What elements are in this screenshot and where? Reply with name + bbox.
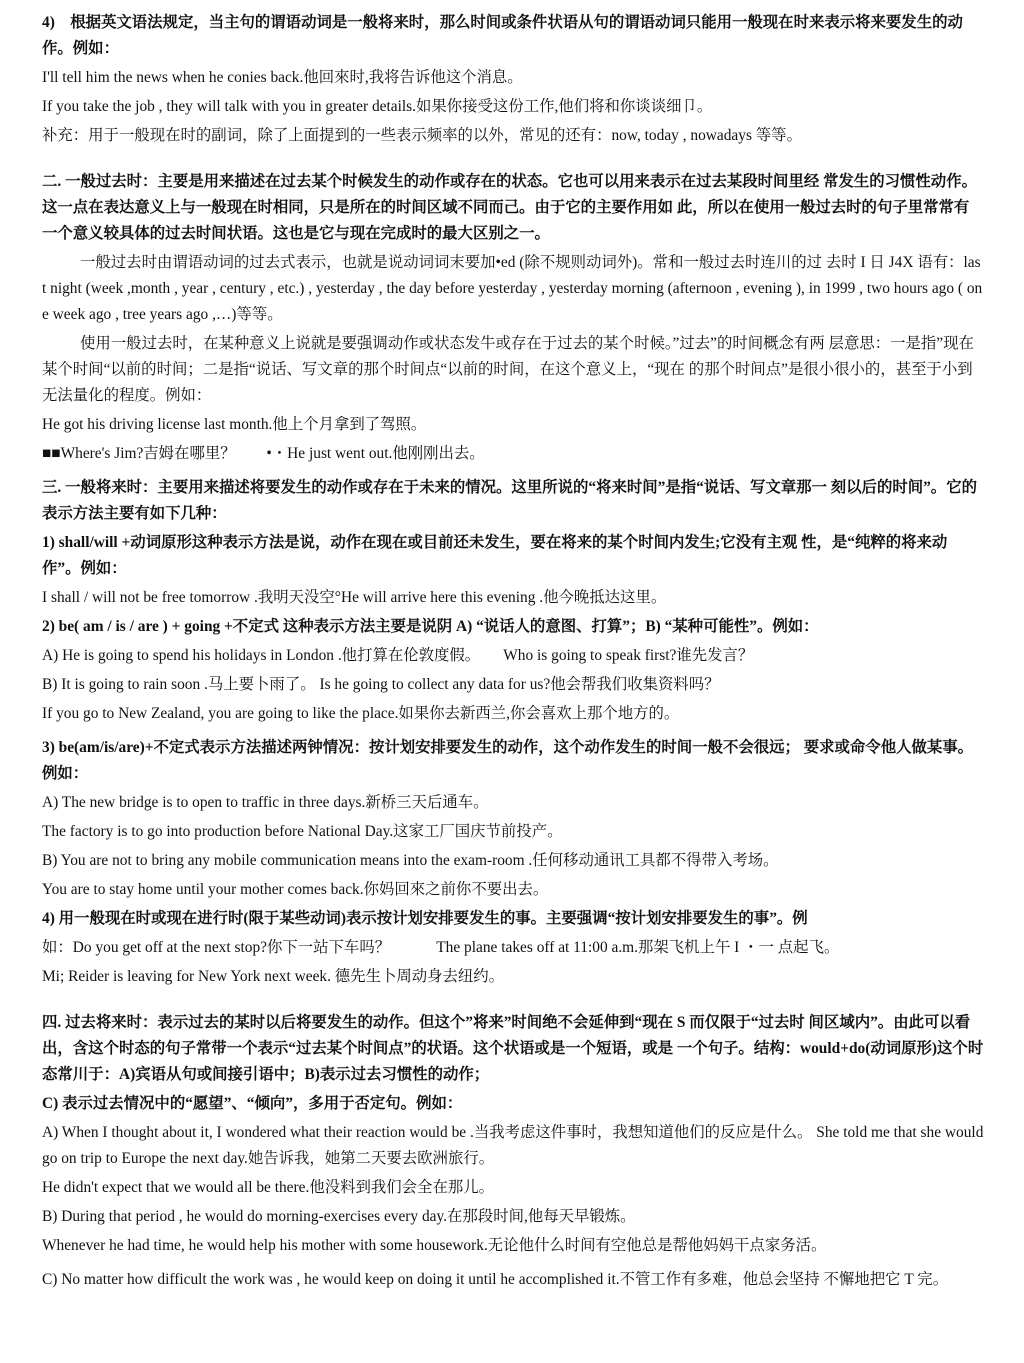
paragraph-l15: B) It is going to rain soon .马上要卜雨了。 Is he going to collect any data for us?他会帮我们收集资料吗？ <box>42 676 720 693</box>
paragraph-l17: 3) be(am/is/are)+不定式表示方法描述两钟情况：按计划安排要发生的动作，这个动作发生的时间一般不会很远； 要求或命令他人做某事。例如： <box>42 739 974 782</box>
paragraph-l04: 补充：用于一般现在时的副词，除了上面提到的一些表示频率的以外，常见的还有：now, today , nowadays 等等。 <box>42 127 802 144</box>
paragraph-l26: C) 表示过去情况中的“愿望”、“倾向”，多用于否定句。例如： <box>42 1095 463 1112</box>
paragraph-l08: He got his driving license last month.他上个月拿到了驾照。 <box>42 416 427 433</box>
paragraph-l11: 1) shall/will +动词原形这种表示方法是说，动作在现在或目前还未发生，要在将来的某个时间内发生;它没有主观 性，是“纯粹的将来动作”。例如： <box>42 534 948 577</box>
paragraph-l02: I'll tell him the news when he conies back.他回來时,我将告诉他这个消息。 <box>42 69 523 86</box>
paragraph-l25: 四. 过去将来时：表示过去的某时以后将要发生的动作。但这个”将来”时间绝不会延伸到“现在 S 而仅限于“过去时 间区域内”。由此可以看出，含这个时态的句子常带一个表示“过去某个时间点”的状语。这个状语或是一个短语，或是 一个句子。结构：would+do(动词原形)这个时态常川于：A)宾语从句或间接引语中；B)表示过去习惯性的动作； <box>42 1014 984 1083</box>
paragraph-l28: He didn't expect that we would all be there.他没料到我们会全在那儿。 <box>42 1179 495 1196</box>
paragraph-l19: The factory is to go into production before National Day.这家工厂国庆节前投产。 <box>42 823 563 840</box>
document-page <box>42 10 984 1296</box>
paragraph-l21: You are to stay home until your mother comes back.你妈回來之前你不要出去。 <box>42 881 549 898</box>
paragraph-l03: If you take the job , they will talk with you in greater details.如果你接受这份工作,他们将和你谈谈细卩。 <box>42 98 713 115</box>
paragraph-l09: ■■Where's Jim?吉姆在哪里？ •・He just went out.他刚刚出去。 <box>42 445 485 462</box>
paragraph-l24: Mi; Reider is leaving for New York next week. 德先生卜周动身去纽约。 <box>42 968 505 985</box>
paragraph-l07: 使用一般过去时，在某种意义上说就是要强调动作或状态发牛或存在于过去的某个时候。”过去”的时间概念有两 层意思：一是指”现在某个时间“以前的时间；二是指“说话、写文章的那个时间点“以前的时间，在这个意义上，“现在 的那个时间点”是很小很小的，甚至于小到无法量化的程度。例如： <box>42 335 974 404</box>
paragraph-l14: A) He is going to spend his holidays in London .他打算在伦敦度假。 Who is going to speak first?谁先发言？ <box>42 647 754 664</box>
paragraph-l20: B) You are not to bring any mobile communication means into the exam-room .任何移动通讯工具都不得带入考场。 <box>42 852 779 869</box>
paragraph-l29: B) During that period , he would do morning-exercises every day.在那段时间,他每天早锻炼。 <box>42 1208 636 1225</box>
paragraph-l01: 4) 根据英文语法规定，当主句的谓语动词是一般将来时，那么时间或条件状语从句的谓语动词只能用一般现在时来表示将来要发生的动作。例如： <box>42 14 963 57</box>
paragraph-l10: 三. 一般将来时：主要用来描述将要发生的动作或存在于未来的情况。这里所说的“将来时间”是指“说话、写文章那一 刻以后的时间”。它的表示方法主要有如下几种： <box>42 479 977 522</box>
paragraph-l18: A) The new bridge is to open to traffic in three days.新桥三天后通车。 <box>42 794 489 811</box>
paragraph-l16: If you go to New Zealand, you are going to like the place.如果你去新西兰,你会喜欢上那个地方的。 <box>42 705 680 722</box>
paragraph-l27: A) When I thought about it, I wondered what their reaction would be .当我考虑这件事时，我想知道他们的反应是什么。 She told me that she would go on trip to Europe the next day.她告诉我，她第二天要去欧洲旅行。 <box>42 1124 984 1167</box>
paragraph-l05: 二. 一般过去时：主要是用来描述在过去某个时候发生的动作或存在的状态。它也可以用来表示在过去某段时间里经 常发生的习惯性动作。这一点在表达意义上与一般现在时相同，只是所在的时间区域不同而己。由于它的主要作用如 此，所以在使用一般过去时的句子里常常有一个意义较具体的过去时间状语。这也是它与现在完成时的最大区别之一。 <box>42 173 977 242</box>
paragraph-l13: 2) be( am / is / are ) + going +不定式 这种表示方法主要是说阴 A) “说话人的意图、打算”；B) “某种可能性”。例如： <box>42 618 819 635</box>
paragraph-l22: 4) 用一般现在时或现在进行时(限于某些动词)表示按计划安排要发生的事。主要强调“按计划安排要发生的事”。例 <box>42 910 808 927</box>
paragraph-l31: C) No matter how difficult the work was , he would keep on doing it until he accomplished it.不管工作有多难，他总会坚持 不懈地把它 T 完。 <box>42 1271 949 1288</box>
paragraph-l06: 一般过去时由谓语动词的过去式表示，也就是说动词词末要加•ed (除不规则动词外)。常和一般过去时连川的过 去时 I 日 J4X 语有：last night (week ,month , year , century , etc.) , yesterday , the day before yesterday , yesterday morning (afternoon , evening ), in 1999 , two hours ago ( one week ago , tree years ago ,…)等等。 <box>42 254 983 323</box>
paragraph-l12: I shall / will not be free tomorrow .我明天没空°He will arrive here this evening .他今晚抵达这里。 <box>42 589 667 606</box>
paragraph-l30: Whenever he had time, he would help his mother with some housework.无论他什么时间有空他总是帮他妈妈干点家务活。 <box>42 1237 827 1254</box>
paragraph-l23: 如：Do you get off at the next stop?你下一站下车吗？ The plane takes off at 11:00 a.m.那架飞机上午 I ・一 点起飞。 <box>42 939 840 956</box>
